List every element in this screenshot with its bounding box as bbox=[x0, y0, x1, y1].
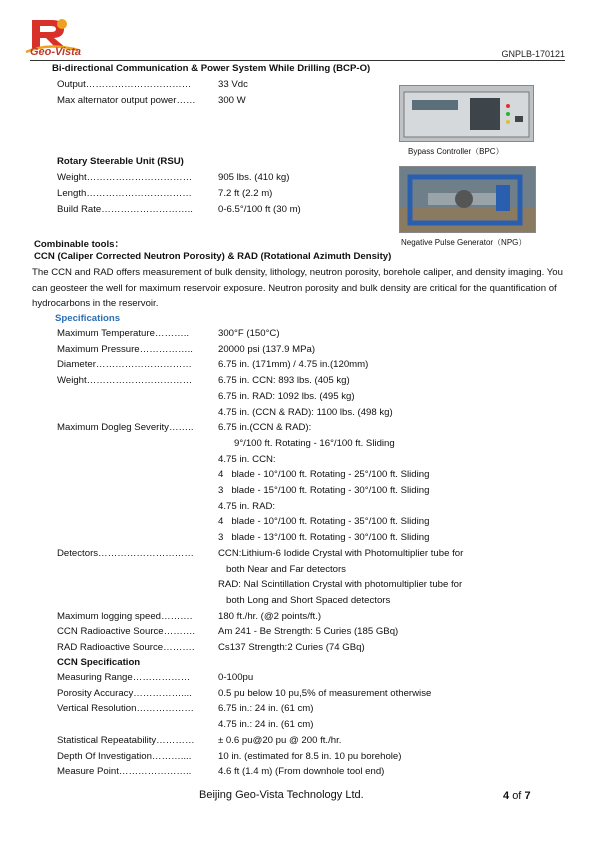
bcp-title: Bi-directional Communication & Power System While Drilling (BCP-O) bbox=[52, 63, 371, 74]
spec-value: 4.75 in. CCN: bbox=[218, 453, 276, 465]
spec-value: 4.6 ft (1.4 m) (From downhole tool end) bbox=[218, 766, 385, 778]
spec-value: 180 ft./hr. (@2 points/ft.) bbox=[218, 610, 322, 622]
spec-value: 33 Vdc bbox=[218, 79, 248, 90]
spec-label: Measuring Range……………… bbox=[57, 672, 191, 683]
spec-value: CCN:Lithium-6 Iodide Crystal with Photomultiplier tube for bbox=[218, 547, 464, 559]
spec-value: 0-6.5°/100 ft (30 m) bbox=[218, 204, 301, 215]
spec-label: Maximum Pressure…………….. bbox=[57, 343, 193, 355]
spec-value: 4.75 in. (CCN & RAD): 1100 lbs. (498 kg) bbox=[218, 406, 393, 418]
footer-company: Beijing Geo-Vista Technology Ltd. bbox=[199, 789, 364, 801]
spec-value: 7.2 ft (2.2 m) bbox=[218, 188, 273, 199]
header-rule bbox=[30, 60, 565, 61]
spec-label: Detectors………………………… bbox=[57, 547, 194, 559]
page-of: of bbox=[512, 790, 522, 802]
rsu-title: Rotary Steerable Unit (RSU) bbox=[57, 156, 184, 167]
spec-value: ± 0.6 pu@20 pu @ 200 ft./hr. bbox=[218, 734, 342, 746]
spec-label: Build Rate……………………….. bbox=[57, 204, 193, 215]
spec-label: Maximum Temperature……….. bbox=[57, 328, 190, 339]
combinable-heading: Combinable tools： bbox=[34, 239, 125, 250]
bpc-caption: Bypass Controller（BPC） bbox=[408, 147, 504, 156]
spec-label: CCN Radioactive Source………. bbox=[57, 626, 196, 638]
spec-value: 300 W bbox=[218, 94, 246, 106]
spec-value: 6.75 in. (171mm) / 4.75 in.(120mm) bbox=[218, 359, 369, 371]
spec-value: 0-100pu bbox=[218, 672, 254, 683]
page-number bbox=[503, 790, 531, 802]
spec-value: 0.5 pu below 10 pu,5% of measurement otherwise bbox=[218, 687, 432, 699]
spec-label: Output…………………………… bbox=[57, 79, 192, 90]
spec-label: Statistical Repeatability………… bbox=[57, 734, 195, 746]
spec-value: 6.75 in. RAD: 1092 lbs. (495 kg) bbox=[218, 390, 355, 402]
spec-value: 905 lbs. (410 kg) bbox=[218, 172, 290, 183]
spec-label: Maximum Dogleg Severity…….. bbox=[57, 422, 194, 434]
ccn-rad-subheading: CCN (Caliper Corrected Neutron Porosity) & RAD (Rotational Azimuth Density) bbox=[34, 251, 392, 262]
negative-pulse-generator-photo bbox=[399, 166, 536, 233]
spec-label: Diameter………………………… bbox=[57, 359, 192, 371]
logo-text: Geo-Vista bbox=[30, 46, 81, 58]
spec-value: Cs137 Strength:2 Curies (74 GBq) bbox=[218, 642, 365, 653]
spec-value: 4.75 in. RAD: bbox=[218, 500, 276, 512]
spec-value: 9°/100 ft. Rotating - 16°/100 ft. Sliding bbox=[218, 437, 395, 449]
spec-value: both Near and Far detectors bbox=[218, 563, 346, 575]
current-page: 4 bbox=[503, 790, 510, 802]
spec-value: 6.75 in.(CCN & RAD): bbox=[218, 422, 312, 434]
spec-value: 20000 psi (137.9 MPa) bbox=[218, 343, 316, 355]
spec-label: Maximum logging speed………. bbox=[57, 610, 193, 622]
document-id: GNPLB-170121 bbox=[501, 49, 565, 59]
spec-value: 6.75 in. CCN: 893 lbs. (405 kg) bbox=[218, 375, 350, 387]
spec-label: Weight…………………………… bbox=[57, 172, 193, 183]
total-pages: 7 bbox=[524, 790, 531, 802]
spec-value: both Long and Short Spaced detectors bbox=[218, 594, 391, 606]
spec-label: Weight…………………………… bbox=[57, 375, 193, 387]
spec-value: 3 blade - 13°/100 ft. Rotating - 30°/100 ft. Sliding bbox=[218, 532, 430, 544]
spec-value: 3 blade - 15°/100 ft. Rotating - 30°/100 ft. Sliding bbox=[218, 485, 430, 496]
spec-label: Length…………………………… bbox=[57, 188, 192, 199]
spec-label: Porosity Accuracy…………….... bbox=[57, 687, 192, 699]
npg-caption: Negative Pulse Generator（NPG） bbox=[401, 238, 527, 247]
spec-label: Max alternator output power…… bbox=[57, 94, 196, 106]
ccn-spec-heading: CCN Specification bbox=[57, 657, 141, 668]
spec-value: 4 blade - 10°/100 ft. Rotating - 35°/100 ft. Sliding bbox=[218, 516, 430, 528]
spec-value: 300°F (150°C) bbox=[218, 328, 280, 339]
spec-value: 6.75 in.: 24 in. (61 cm) bbox=[218, 703, 314, 715]
spec-label: RAD Radioactive Source………. bbox=[57, 642, 195, 653]
spec-value: 4.75 in.: 24 in. (61 cm) bbox=[218, 719, 314, 731]
spec-value: 4 blade - 10°/100 ft. Rotating - 25°/100 ft. Sliding bbox=[218, 469, 430, 481]
spec-value: 10 in. (estimated for 8.5 in. 10 pu borehole) bbox=[218, 750, 402, 762]
ccn-rad-paragraph: The CCN and RAD offers measurement of bulk density, lithology, neutron porosity, borehole caliper, and density imaging. You can geosteer the well for maximum reservoir exposure. Neutron porosity and bulk density are critical for the quantification of hydrocarbons in the reservoir. bbox=[32, 267, 563, 309]
spec-label: Measure Point………………….. bbox=[57, 766, 192, 778]
bypass-controller-photo bbox=[399, 85, 534, 142]
spec-label: Vertical Resolution……………… bbox=[57, 703, 195, 715]
specifications-heading: Specifications bbox=[55, 313, 121, 324]
spec-value: RAD: NaI Scintillation Crystal with photomultiplier tube for bbox=[218, 579, 463, 591]
spec-value: Am 241 - Be Strength: 5 Curies (185 GBq) bbox=[218, 626, 399, 638]
spec-label: Depth Of Investigation……….... bbox=[57, 750, 192, 762]
